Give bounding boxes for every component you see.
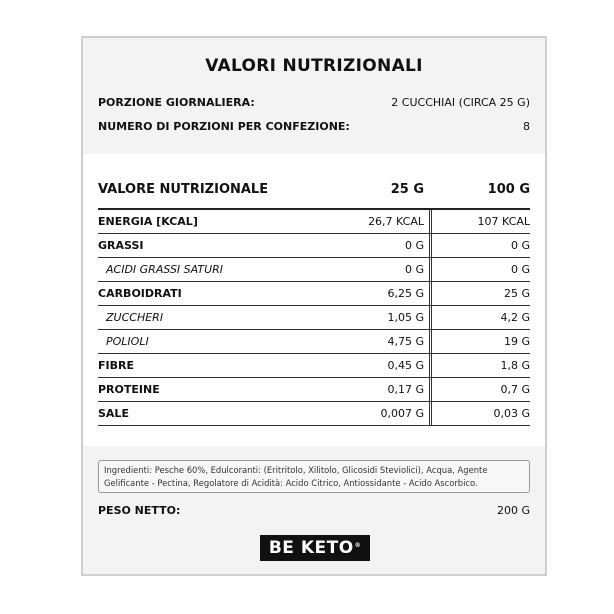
brand-name: BE KETO [268, 538, 354, 558]
brand-logo [260, 535, 370, 561]
portion-value: 2 CUCCHIAI (CIRCA 25 G) [391, 95, 530, 109]
row-value-25g: 0,007 G [380, 407, 424, 420]
row-name: CARBOIDRATI [98, 287, 182, 300]
nutrition-table [83, 154, 545, 446]
table-row [98, 234, 530, 258]
nutrition-label-panel [81, 36, 547, 576]
row-value-100g: 1,8 G [500, 359, 530, 372]
row-value-100g: 0 G [510, 239, 530, 252]
header-col-100g: 100 G [487, 182, 530, 197]
registered-mark: ® [354, 542, 362, 549]
net-weight-value: 200 G [496, 503, 530, 517]
row-name: POLIOLI [106, 335, 149, 348]
row-name: ACIDI GRASSI SATURI [106, 263, 224, 276]
row-value-25g: 0 G [404, 263, 424, 276]
row-value-25g: 26,7 KCAL [368, 215, 424, 228]
row-value-25g: 0,45 G [387, 359, 424, 372]
table-row [98, 210, 530, 234]
row-name: SALE [98, 407, 129, 420]
row-value-25g: 0,17 G [387, 383, 424, 396]
table-row [98, 282, 530, 306]
row-value-100g: 25 G [503, 287, 530, 300]
servings-value: 8 [523, 119, 530, 133]
row-value-100g: 107 KCAL [477, 215, 530, 228]
net-weight-row [98, 501, 530, 519]
header-name: VALORE NUTRIZIONALE [98, 182, 269, 197]
row-value-25g: 0 G [404, 239, 424, 252]
row-name: ENERGIA [KCAL] [98, 215, 198, 228]
portion-label: PORZIONE GIORNALIERA: [98, 95, 255, 109]
row-name: PROTEINE [98, 383, 160, 396]
table-row [98, 258, 530, 282]
header-col-25g: 25 G [390, 182, 424, 197]
column-divider-25g [429, 210, 430, 426]
table-row [98, 378, 530, 402]
label-title: VALORI NUTRIZIONALI [205, 56, 423, 76]
row-value-100g: 4,2 G [500, 311, 530, 324]
row-name: GRASSI [98, 239, 144, 252]
row-value-25g: 4,75 G [387, 335, 424, 348]
table-row [98, 402, 530, 426]
portion-row [98, 94, 530, 110]
row-value-100g: 0 G [510, 263, 530, 276]
table-row [98, 330, 530, 354]
table-row [98, 354, 530, 378]
ingredients-box: Ingredienti: Pesche 60%, Edulcoranti: (Eritritolo, Xilitolo, Glicosidi Steviolici), Acqua, Agente Gelificante - Pectina, Regolatore di Acidità: Acido Citrico, Antiossidante - Acido Ascorbico. [98, 460, 530, 493]
row-name: FIBRE [98, 359, 134, 372]
row-value-100g: 19 G [503, 335, 530, 348]
row-value-25g: 6,25 G [387, 287, 424, 300]
servings-row [98, 118, 530, 134]
row-value-100g: 0,7 G [500, 383, 530, 396]
row-value-25g: 1,05 G [387, 311, 424, 324]
row-name: ZUCCHERI [106, 311, 164, 324]
net-weight-label: PESO NETTO: [98, 503, 181, 517]
row-value-100g: 0,03 G [493, 407, 530, 420]
table-header [98, 182, 530, 202]
column-divider-100g [431, 210, 432, 426]
table-row [98, 306, 530, 330]
servings-label: NUMERO DI PORZIONI PER CONFEZIONE: [98, 119, 350, 133]
